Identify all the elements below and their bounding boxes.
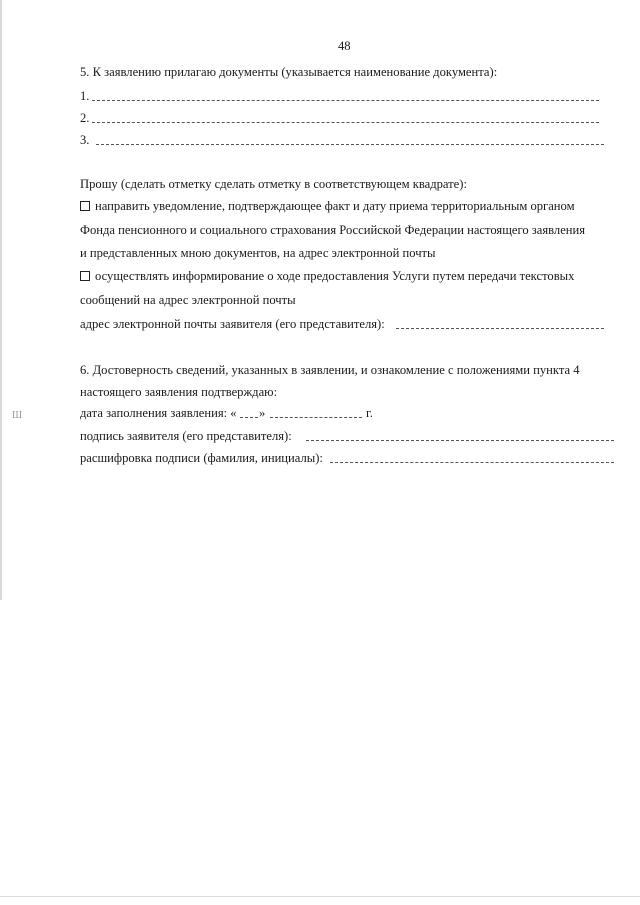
date-label: дата заполнения заявления: «: [80, 406, 237, 420]
decoding-label: расшифровка подписи (фамилия, инициалы):: [80, 451, 323, 465]
option1-text-line3: и представленных мною документов, на адрес электронной почты: [80, 246, 436, 260]
section5-heading: 5. К заявлению прилагаю документы (указывается наименование документа):: [80, 65, 498, 79]
option2-text-line2: сообщений на адрес электронной почты: [80, 293, 296, 307]
attachment-item-3-number: 3.: [80, 133, 90, 147]
signature-field[interactable]: [306, 440, 614, 441]
request-heading: Прошу (сделать отметку сделать отметку в соответствующем квадрате):: [80, 177, 467, 191]
decoding-field[interactable]: [330, 462, 614, 463]
attachment-item-2-field[interactable]: [92, 122, 599, 123]
scan-edge-left: [0, 0, 2, 600]
date-month-year-field[interactable]: [270, 417, 362, 418]
section6-line1: 6. Достоверность сведений, указанных в заявлении, и ознакомление с положениями пункта 4: [80, 363, 580, 377]
attachment-item-2-number: 2.: [80, 111, 90, 125]
attachment-item-3-field[interactable]: [96, 144, 604, 145]
page-number: 48: [338, 39, 351, 53]
attachment-item-1-number: 1.: [80, 89, 90, 103]
signature-label: подпись заявителя (его представителя):: [80, 429, 292, 443]
option1-checkbox[interactable]: [80, 201, 90, 211]
date-day-field[interactable]: [240, 417, 258, 418]
date-year-suffix: г.: [366, 406, 373, 420]
attachment-item-1-field[interactable]: [92, 100, 599, 101]
margin-mark: Ш: [12, 410, 23, 421]
option1-text-line1: направить уведомление, подтверждающее факт и дату приема территориальным органом: [95, 199, 575, 213]
scan-edge-bottom: [0, 896, 640, 897]
section6-line2: настоящего заявления подтверждаю:: [80, 385, 278, 399]
option1-row: [80, 198, 612, 214]
email-field[interactable]: [396, 328, 604, 329]
email-label: адрес электронной почты заявителя (его представителя):: [80, 317, 385, 331]
option2-row: [80, 268, 574, 284]
date-close-quote: »: [259, 406, 266, 420]
option1-text-line2: Фонда пенсионного и социального страхования Российской Федерации настоящего заявления: [80, 223, 586, 237]
option2-text-line1: осуществлять информирование о ходе предоставления Услуги путем передачи текстовых: [95, 269, 575, 283]
option2-checkbox[interactable]: [80, 271, 90, 281]
